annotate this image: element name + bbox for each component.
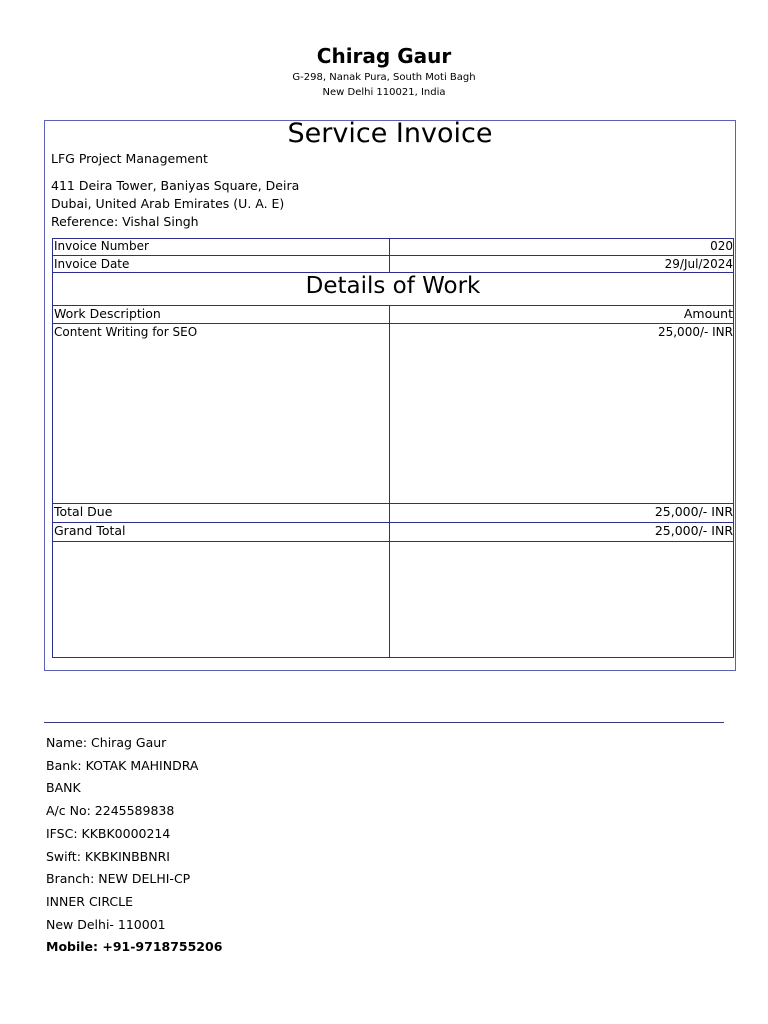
column-divider [389, 305, 390, 658]
amount-header: Amount [683, 306, 733, 321]
bank-ifsc: IFSC: KKBK0000214 [46, 826, 171, 841]
client-company: LFG Project Management [51, 151, 208, 166]
bank-branch-line1: Branch: NEW DELHI-CP [46, 871, 191, 886]
bank-name-line2: BANK [46, 780, 81, 795]
sender-address-line1: G-298, Nanak Pura, South Moti Bagh [292, 72, 476, 83]
work-description-header: Work Description [54, 306, 161, 321]
details-title: Details of Work [305, 273, 481, 299]
grand-total-value: 25,000/- INR [654, 523, 733, 538]
item-description: Content Writing for SEO [54, 325, 198, 339]
column-divider [389, 238, 390, 272]
total-due-label: Total Due [54, 504, 113, 519]
grand-total-label: Grand Total [54, 523, 126, 538]
total-due-value: 25,000/- INR [654, 504, 733, 519]
invoice-number-value: 020 [710, 239, 733, 253]
invoice-title: Service Invoice [287, 118, 493, 149]
client-address-line1: 411 Deira Tower, Baniyas Square, Deira [51, 178, 300, 193]
bank-city: New Delhi- 110001 [46, 917, 166, 932]
invoice-table [52, 238, 734, 658]
bank-swift: Swift: KKBKINBBNRI [46, 849, 170, 864]
invoice-date-value: 29/Jul/2024 [664, 257, 733, 271]
bank-branch-line2: INNER CIRCLE [46, 894, 134, 909]
bank-account-number: A/c No: 2245589838 [46, 803, 175, 818]
item-amount: 25,000/- INR [657, 325, 733, 339]
row-divider [52, 541, 734, 542]
bank-account-name: Name: Chirag Gaur [46, 735, 167, 750]
client-reference: Reference: Vishal Singh [51, 214, 199, 229]
mobile-number: Mobile: +91-9718755206 [46, 939, 223, 954]
invoice-number-label: Invoice Number [54, 239, 149, 253]
bank-name-line1: Bank: KOTAK MAHINDRA [46, 758, 199, 773]
sender-address-line2: New Delhi 110021, India [322, 87, 446, 98]
section-separator [44, 722, 724, 723]
invoice-date-label: Invoice Date [54, 257, 130, 271]
sender-name: Chirag Gaur [316, 44, 452, 68]
client-address-line2: Dubai, United Arab Emirates (U. A. E) [51, 196, 285, 211]
